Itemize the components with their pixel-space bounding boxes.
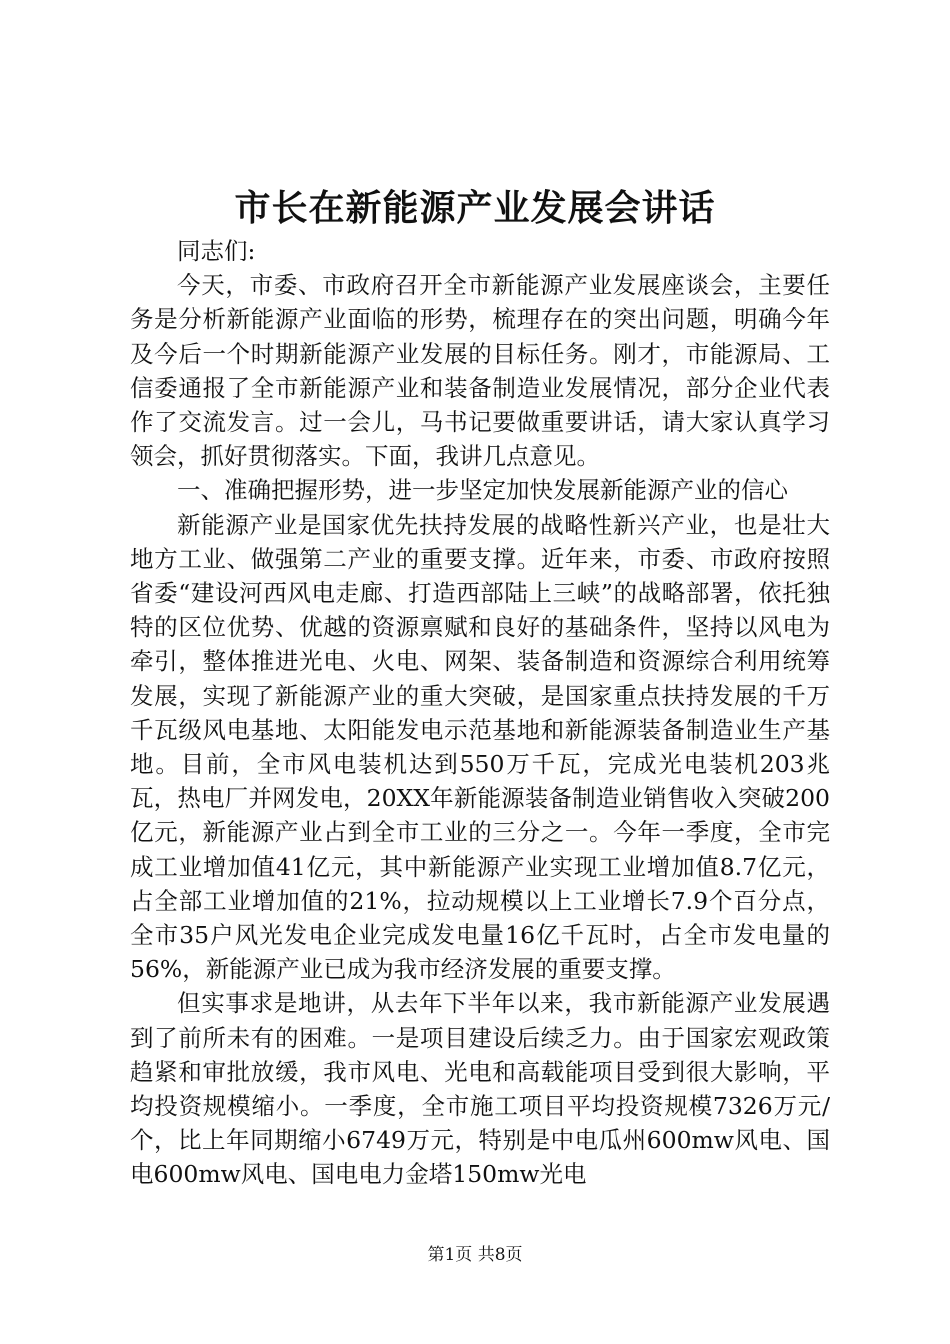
paragraph-overview: 新能源产业是国家优先扶持发展的战略性新兴产业，也是壮大地方工业、做强第二产业的重要支撑。近年来，市委、市政府按照省委“建设河西风电走廊、打造西部陆上三峡”的战略部署，依托独特的区位优势、优越的资源禀赋和良好的基础条件，坚持以风电为牵引，整体推进光电、火电、网架、装备制造和资源综合利用统筹发展，实现了新能源产业的重大突破，是国家重点扶持发展的千万千瓦级风电基地、太阳能发电示范基地和新能源装备制造业生产基地。目前，全市风电装机达到550万千瓦，完成光电装机203兆瓦，热电厂并网发电，20XX年新能源装备制造业销售收入突破200亿元，新能源产业占到全市工业的三分之一。今年一季度，全市完成工业增加值41亿元，其中新能源产业实现工业增加值8.7亿元，占全部工业增加值的21%，拉动规模以上工业增长7.9个百分点，全市35户风光发电企业完成发电量16亿千瓦时，占全市发电量的56%，新能源产业已成为我市经济发展的重要支撑。 [130, 510, 830, 984]
document-body [130, 234, 830, 1192]
page-number-footer: 第1页 共8页 [427, 1245, 523, 1265]
paragraph-difficulties: 但实事求是地讲，从去年下半年以来，我市新能源产业发展遇到了前所未有的困难。一是项目建设后续乏力。由于国家宏观政策趋紧和审批放缓，我市风电、光电和高载能项目受到很大影响，平均投资规模缩小。一季度，全市施工项目平均投资规模7326万元/个，比上年同期缩小6749万元，特别是中电瓜州600mw风电、国电600mw风电、国电电力金塔150mw光电 [130, 989, 830, 1189]
document-title: 市长在新能源产业发展会讲话 [234, 187, 716, 229]
paragraph-intro: 今天，市委、市政府召开全市新能源产业发展座谈会，主要任务是分析新能源产业面临的形势，梳理存在的突出问题，明确今年及今后一个时期新能源产业发展的目标任务。刚才，市能源局、工信委通报了全市新能源产业和装备制造业发展情况，部分企业代表作了交流发言。过一会儿，马书记要做重要讲话，请大家认真学习领会，抓好贯彻落实。下面，我讲几点意见。 [130, 271, 830, 471]
greeting: 同志们: [177, 237, 256, 265]
section-heading-1: 一、准确把握形势，进一步坚定加快发展新能源产业的信心 [177, 476, 788, 505]
